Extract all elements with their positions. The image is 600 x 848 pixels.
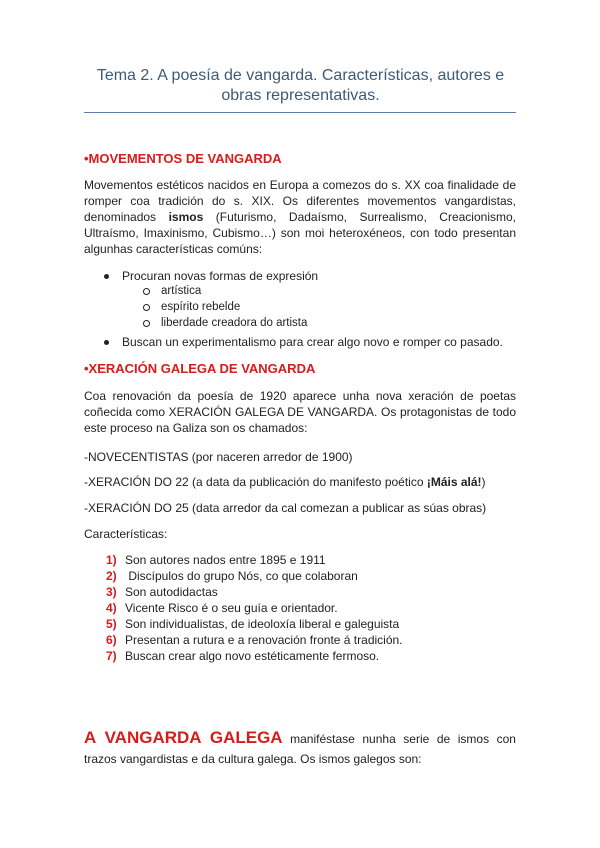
- paragraph-text: Movementos estéticos nacidos en Europa a comezos do s. XX coa finalidade de romper coa tradición do s. XIX. Os diferentes movementos vangardistas, denominados: [84, 178, 516, 224]
- item-number: 7): [106, 649, 117, 663]
- item-number: 6): [106, 633, 117, 647]
- line-text: -XERACIÓN DO 22 (a data da publicación do manifesto poético: [84, 475, 427, 489]
- page-title: Tema 2. A poesía de vangarda. Características, autores e obras representativas.: [96, 67, 505, 104]
- paragraph-bold-ismos: ismos: [168, 210, 204, 224]
- paragraph-text: maniféstase nunha serie de ismos con trazos vangardistas e da cultura galega. Os ismos galegos son:: [84, 732, 516, 766]
- bullet-text: Procuran novas formas de expresión: [122, 269, 319, 283]
- line-text: ): [481, 475, 486, 489]
- item-text: Presentan a rutura e a renovación fronte á tradición.: [125, 633, 403, 647]
- section-heading-xeracion: •XERACIÓN GALEGA DE VANGARDA: [84, 361, 316, 376]
- item-text: Son individualistas, de ideoloxía liberal e galeguista: [125, 617, 400, 631]
- numbered-item: [106, 617, 399, 633]
- numbered-item: [106, 601, 338, 617]
- item-text: Vicente Risco é o seu guía e orientador.: [125, 601, 338, 615]
- numbered-item: [106, 585, 218, 601]
- title-divider: [84, 112, 516, 113]
- line-bold-text: ¡Máis alá!: [426, 475, 482, 489]
- section-heading-vangarda-galega: A VANGARDA GALEGA: [84, 728, 283, 747]
- text-line-xeracion-25: -XERACIÓN DO 25 (data arredor da cal comezan a publicar as súas obras): [84, 501, 487, 515]
- text-line-novecentistas: -NOVECENTISTAS (por naceren arredor de 1900): [84, 450, 353, 464]
- circle-bullet-icon: [143, 288, 150, 295]
- item-text: Son autores nados entre 1895 e 1911: [125, 553, 326, 567]
- section-heading-movementos: •MOVEMENTOS DE VANGARDA: [84, 151, 282, 166]
- item-number: 4): [106, 601, 117, 615]
- item-number: 2): [106, 569, 117, 583]
- item-text: Son autodidactas: [125, 585, 218, 599]
- paragraph-movementos: [84, 177, 516, 257]
- bullet-icon: [104, 274, 109, 279]
- item-number: 1): [106, 553, 117, 567]
- circle-bullet-icon: [143, 304, 150, 311]
- numbered-item: [106, 633, 403, 649]
- numbered-item: [106, 553, 326, 569]
- characteristics-label: Características:: [84, 527, 168, 541]
- text-line-xeracion-22: [84, 474, 486, 490]
- sub-bullet-text: liberdade creadora do artista: [161, 317, 308, 329]
- numbered-item: [106, 569, 358, 585]
- paragraph-xeracion: Coa renovación da poesía de 1920 aparece unha nova xeración de poetas coñecida como XERACIÓN GALEGA DE VANGARDA. Os protagonistas de todo este proceso na Galiza son os chamados:: [84, 389, 516, 435]
- sub-bullet-text: espírito rebelde: [161, 301, 241, 313]
- item-number: 3): [106, 585, 117, 599]
- item-number: 5): [106, 617, 117, 631]
- item-text: Discípulos do grupo Nós, co que colaboran: [125, 569, 358, 583]
- paragraph-vangarda-galega: [84, 728, 516, 769]
- bullet-icon: [104, 340, 109, 345]
- numbered-item: [106, 649, 379, 665]
- circle-bullet-icon: [143, 320, 150, 327]
- bullet-text: Buscan un experimentalismo para crear algo novo e romper co pasado.: [122, 335, 503, 349]
- sub-bullet-text: artística: [161, 285, 202, 297]
- paragraph-text: (Futurismo, Dadaísmo, Surrealismo, Creacionismo, Ultraísmo, Imaxinismo, Cubismo…) son moi heteroxéneos, con todo presentan algunhas características comúns:: [84, 210, 516, 256]
- item-text: Buscan crear algo novo estéticamente fermoso.: [125, 649, 380, 663]
